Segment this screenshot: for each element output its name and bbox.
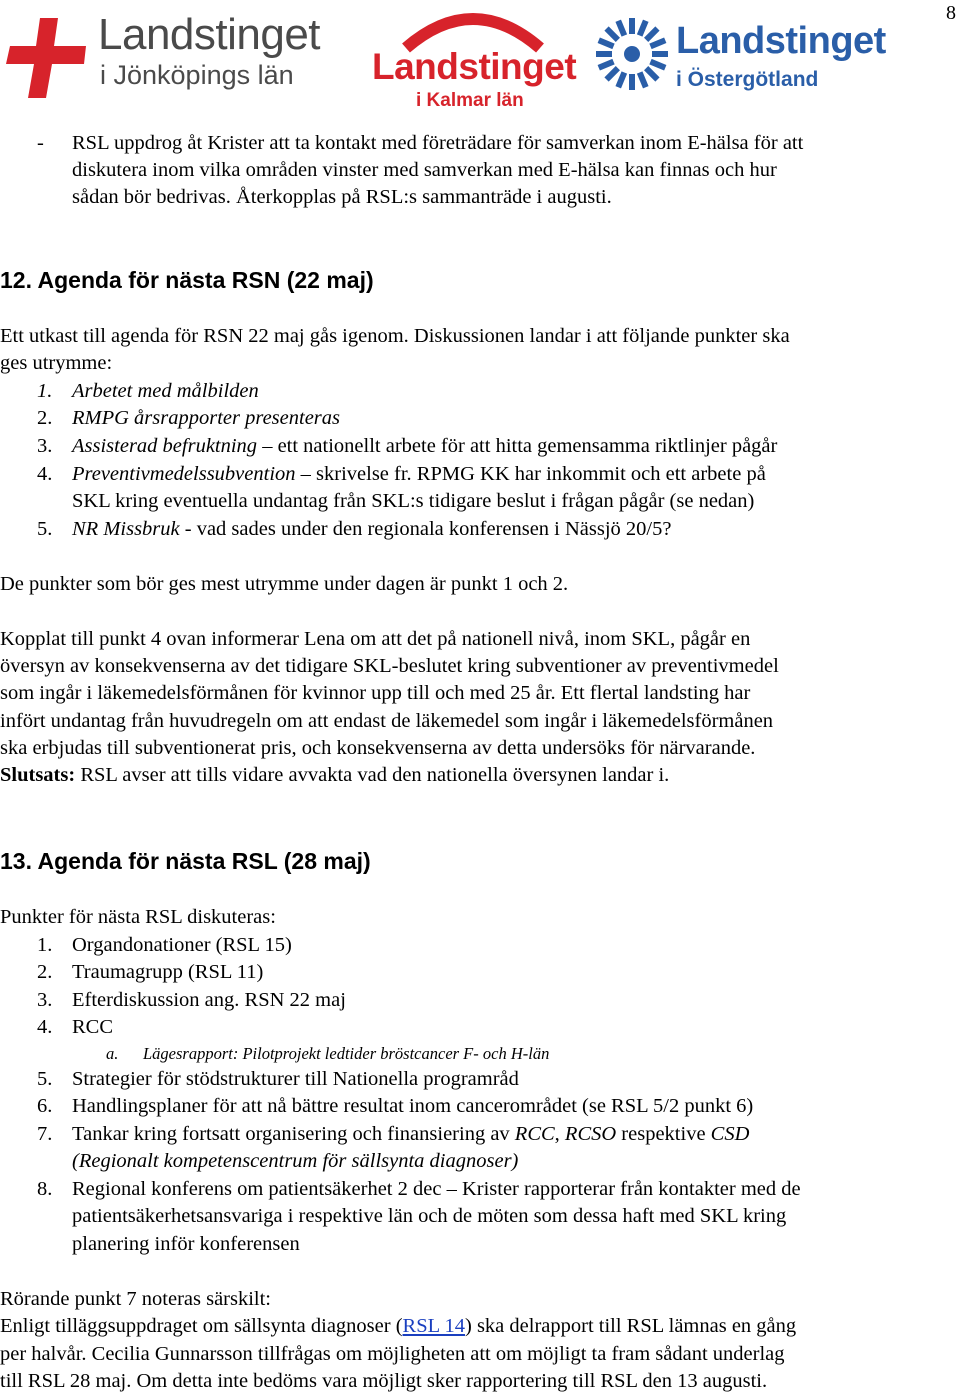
intro-line: RSL uppdrog åt Krister att ta kontakt med företrädare för samverkan inom E-hälsa för att	[72, 132, 804, 154]
rsl-item-number: 7.	[37, 1123, 53, 1145]
landstinget-ostergotland-logo	[594, 8, 914, 103]
rsn-item-title: Assisterad befruktning	[72, 435, 258, 457]
note-line	[0, 1313, 796, 1340]
logo-jonkoping-name: Landstinget	[98, 10, 321, 59]
rsl-subitem: Lägesrapport: Pilotprojekt ledtider bröstcancer F- och H-län	[143, 1044, 550, 1063]
rsl-item-text: respektive	[616, 1123, 711, 1145]
abbr-rcc: RCC	[514, 1123, 555, 1145]
rsn-item-title: Arbetet med målbilden	[72, 380, 259, 402]
sun-emblem-icon	[594, 16, 670, 92]
rsl-item-text: Tankar kring fortsatt organisering och finansiering av	[72, 1123, 515, 1145]
rsl-item: Regional konferens om patientsäkerhet 2 dec – Krister rapporterar från kontakter med de	[72, 1178, 801, 1200]
conclusion-text: RSL avser att tills vidare avvakta vad den nationella översynen landar i.	[75, 764, 670, 786]
note-text: ) ska delrapport till RSL lämnas en gång	[465, 1315, 797, 1337]
rsl-item	[72, 1121, 749, 1148]
logo-jonkoping-sub: i Jönköpings län	[100, 60, 294, 90]
rsn-item-title: NR Missbruk	[72, 518, 180, 540]
rsn-item-number: 3.	[37, 435, 53, 457]
section-13-heading: 13. Agenda för nästa RSL (28 maj)	[0, 848, 371, 874]
separator: ,	[554, 1123, 565, 1145]
rsl-item: Handlingsplaner för att nå bättre resultat inom cancerområdet (se RSL 5/2 punkt 6)	[72, 1095, 754, 1117]
section-12-paragraph-2: Kopplat till punkt 4 ovan informerar Lena om att det på nationell nivå, inom SKL, pågår en	[0, 628, 751, 650]
section-12-paragraph-2: som ingår i läkemedelsförmånen för kvinnor upp till och med 25 år. Ett flertal landsting har	[0, 682, 751, 704]
rsl-item-number: 1.	[37, 934, 53, 956]
intro-line: sådan bör bedrivas. Återkopplas på RSL:s sammanträde i augusti.	[72, 186, 612, 208]
intro-bullet: -	[37, 132, 44, 154]
rsl-item: Traumagrupp (RSL 11)	[72, 961, 264, 983]
note-text: Enligt tilläggsuppdraget om sällsynta diagnoser (	[0, 1315, 403, 1337]
rsn-item	[72, 461, 766, 488]
page-number: 8	[946, 2, 956, 24]
section-12-paragraph-2: översyn av konsekvenserna av det tidigare SKL-beslutet kring subventioner av preventivmedel	[0, 655, 779, 677]
rsl-item: Organdonationer (RSL 15)	[72, 934, 292, 956]
rsl-item-number: 8.	[37, 1178, 53, 1200]
rsl-item: Efterdiskussion ang. RSN 22 maj	[72, 989, 346, 1011]
abbr-csd: CSD	[710, 1123, 750, 1145]
rsn-item	[72, 405, 340, 432]
rsn-item-title: RMPG årsrapporter presenteras	[72, 407, 341, 429]
rsl-item-continuation: (Regionalt kompetenscentrum för sällsynta diagnoser)	[72, 1150, 519, 1172]
rsl-item-number: 2.	[37, 961, 53, 983]
red-cross-icon	[6, 18, 90, 98]
section-12-paragraph: ges utrymme:	[0, 352, 113, 374]
section-12-conclusion	[0, 762, 669, 789]
rsn-item-continuation: SKL kring eventuella undantag från SKL:s tidigare beslut i frågan pågår (se nedan)	[72, 490, 755, 512]
abbr-rcso: RCSO	[564, 1123, 617, 1145]
note-heading: Rörande punkt 7 noteras särskilt:	[0, 1288, 272, 1310]
rsn-item-text: – ett nationellt arbete för att hitta gemensamma riktlinjer pågår	[257, 435, 778, 457]
section-12-paragraph: Ett utkast till agenda för RSN 22 maj gås igenom. Diskussionen landar i att följande punkter ska	[0, 325, 790, 347]
rsl-14-link[interactable]: RSL 14	[402, 1315, 465, 1337]
section-12-paragraph-2: ska erbjudas till subventionerat pris, och konsekvenserna av detta undersöks för närvarande.	[0, 737, 756, 759]
rsl-item: RCC	[72, 1016, 114, 1038]
section-12-heading: 12. Agenda för nästa RSN (22 maj)	[0, 267, 374, 293]
landstinget-jonkoping-logo	[6, 10, 346, 104]
intro-line: diskutera inom vilka områden vinster med samverkan med E-hälsa kan finnas och hur	[72, 159, 777, 181]
rsn-item-text: – skrivelse fr. RPMG KK har inkommit och ett arbete på	[295, 463, 766, 485]
logo-ostergotland-name: Landstinget	[676, 20, 886, 62]
section-13-intro: Punkter för nästa RSL diskuteras:	[0, 906, 276, 928]
rsn-item-number: 4.	[37, 463, 53, 485]
rsn-item-number: 5.	[37, 518, 53, 540]
note-line: per halvår. Cecilia Gunnarsson tillfrågas om möjligheten att om möjligt ta fram sådant underlag	[0, 1343, 785, 1365]
section-12-paragraph-2: infört undantag från huvudregeln om att endast de läkemedel som ingår i läkemedelsförmånen	[0, 710, 774, 732]
rsl-item-number: 5.	[37, 1068, 53, 1090]
landstinget-kalmar-logo	[372, 4, 577, 114]
rsl-item-number: 4.	[37, 1016, 53, 1038]
section-12-focus: De punkter som bör ges mest utrymme under dagen är punkt 1 och 2.	[0, 573, 569, 595]
rsl-item: Strategier för stödstrukturer till Nationella programråd	[72, 1068, 519, 1090]
rsn-item-title: Preventivmedelssubvention	[72, 463, 296, 485]
note-line: till RSL 28 maj. Om detta inte bedöms vara möjligt sker rapportering till RSL den 13 augusti.	[0, 1370, 768, 1392]
rsn-item-number: 2.	[37, 407, 53, 429]
logo-kalmar-sub: i Kalmar län	[416, 90, 524, 111]
logo-kalmar-name: Landstinget	[372, 46, 577, 87]
rsl-item-number: 3.	[37, 989, 53, 1011]
rsn-item	[72, 433, 777, 460]
rsn-item	[72, 516, 671, 543]
rsl-item-number: 6.	[37, 1095, 53, 1117]
logo-ostergotland-sub: i Östergötland	[676, 68, 819, 91]
rsl-item-continuation: planering inför konferensen	[72, 1233, 300, 1255]
conclusion-label: Slutsats:	[0, 764, 76, 786]
rsn-item-text: - vad sades under den regionala konferensen i Nässjö 20/5?	[179, 518, 672, 540]
rsn-item-number: 1.	[37, 380, 53, 402]
rsn-item	[72, 378, 259, 405]
rsl-item-continuation: patientsäkerhetsansvariga i respektive län och de möten som dessa haft med SKL kring	[72, 1205, 787, 1227]
rsl-subitem-letter: a.	[106, 1044, 119, 1063]
